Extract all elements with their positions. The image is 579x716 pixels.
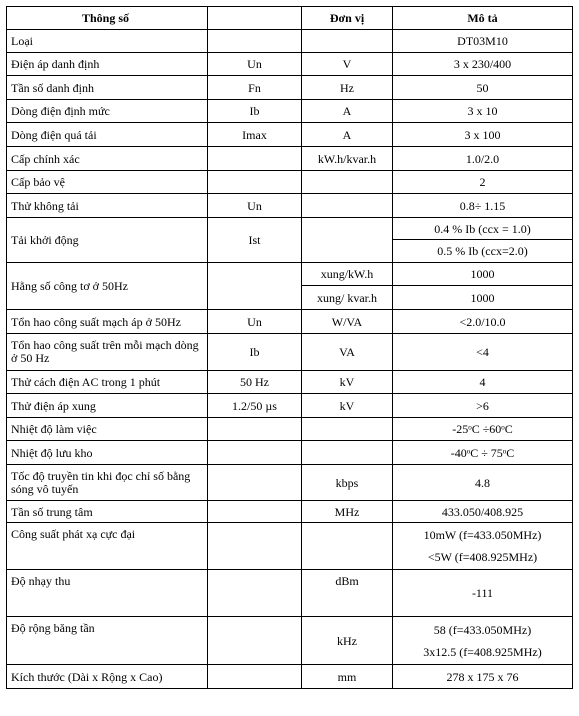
- desc-cell: <2.0/10.0: [393, 310, 573, 334]
- table-row: [7, 123, 573, 147]
- table-row: [7, 617, 573, 665]
- table-row: [7, 394, 573, 418]
- param-cell: Cấp chính xác: [7, 147, 208, 171]
- symbol-cell: [208, 263, 302, 310]
- table-row: [7, 570, 573, 617]
- desc-line: 58 (f=433.050MHz): [433, 622, 532, 637]
- symbol-cell: [208, 171, 302, 194]
- symbol-cell: [208, 465, 302, 501]
- desc-cell: 1000: [393, 263, 573, 286]
- table-row: [7, 523, 573, 570]
- unit-cell: kHz: [302, 617, 393, 665]
- unit-cell: [302, 523, 393, 570]
- desc-cell: 2: [393, 171, 573, 194]
- desc-cell: 3 x 230/400: [393, 53, 573, 76]
- unit-cell: [302, 418, 393, 441]
- desc-cell: -111: [393, 570, 573, 617]
- desc-cell: 0.4 % Ib (ccx = 1.0): [393, 218, 573, 240]
- desc-cell: 1000: [393, 286, 573, 310]
- desc-cell: [393, 523, 573, 570]
- table-row: [7, 53, 573, 76]
- table-row: [7, 465, 573, 501]
- symbol-cell: [208, 147, 302, 171]
- table-row: [7, 218, 573, 240]
- unit-cell: kV: [302, 371, 393, 394]
- symbol-cell: Un: [208, 53, 302, 76]
- table-row: [7, 76, 573, 100]
- param-cell: Tải khởi động: [7, 218, 208, 263]
- desc-cell: 278 x 175 x 76: [393, 665, 573, 689]
- desc-cell: 0.8÷ 1.15: [393, 194, 573, 218]
- symbol-cell: Ib: [208, 100, 302, 123]
- table-row: [7, 501, 573, 523]
- param-cell: Độ rộng băng tần: [7, 617, 208, 665]
- desc-cell: 1.0/2.0: [393, 147, 573, 171]
- param-cell: Nhiệt độ lưu kho: [7, 441, 208, 465]
- desc-cell: 50: [393, 76, 573, 100]
- param-cell: Nhiệt độ làm việc: [7, 418, 208, 441]
- table-row: [7, 147, 573, 171]
- desc-cell: 433.050/408.925: [393, 501, 573, 523]
- desc-cell: >6: [393, 394, 573, 418]
- unit-cell: xung/kW.h: [302, 263, 393, 286]
- table-row: [7, 310, 573, 334]
- header-desc: Mô tả: [393, 7, 573, 30]
- table-row: [7, 30, 573, 53]
- param-cell: Thử cách điện AC trong 1 phút: [7, 371, 208, 394]
- table-row: [7, 334, 573, 371]
- param-cell: Tốc độ truyền tin khi đọc chỉ số bằng sóng vô tuyến: [7, 465, 208, 501]
- param-cell: Tổn hao công suất trên mỗi mạch dòng ở 50 Hz: [7, 334, 208, 371]
- symbol-cell: Un: [208, 194, 302, 218]
- param-cell: Thử không tải: [7, 194, 208, 218]
- unit-cell: kW.h/kvar.h: [302, 147, 393, 171]
- symbol-cell: 50 Hz: [208, 371, 302, 394]
- unit-cell: A: [302, 123, 393, 147]
- symbol-cell: 1.2/50 µs: [208, 394, 302, 418]
- header-row: [7, 7, 573, 30]
- param-cell: Độ nhạy thu: [7, 570, 208, 617]
- unit-cell: VA: [302, 334, 393, 371]
- table-row: [7, 171, 573, 194]
- param-cell: Thử điện áp xung: [7, 394, 208, 418]
- unit-cell: [302, 171, 393, 194]
- table-row: [7, 441, 573, 465]
- desc-cell: 0.5 % Ib (ccx=2.0): [393, 240, 573, 263]
- unit-cell: MHz: [302, 501, 393, 523]
- desc-line: 10mW (f=433.050MHz): [423, 528, 542, 542]
- table-row: [7, 371, 573, 394]
- desc-cell: 3 x 10: [393, 100, 573, 123]
- param-cell: Tần số danh định: [7, 76, 208, 100]
- table-row: [7, 263, 573, 286]
- desc-cell: [393, 617, 573, 665]
- unit-cell: kV: [302, 394, 393, 418]
- unit-cell: [302, 218, 393, 263]
- desc-cell: 4: [393, 371, 573, 394]
- unit-cell: V: [302, 53, 393, 76]
- desc-cell: -25ᵒC ÷60ᵒC: [393, 418, 573, 441]
- unit-cell: [302, 194, 393, 218]
- symbol-cell: Ib: [208, 334, 302, 371]
- symbol-cell: Un: [208, 310, 302, 334]
- param-cell: Cấp bảo vệ: [7, 171, 208, 194]
- param-cell: Tổn hao công suất mạch áp ở 50Hz: [7, 310, 208, 334]
- table-row: [7, 665, 573, 689]
- symbol-cell: Imax: [208, 123, 302, 147]
- header-unit: Đơn vị: [302, 7, 393, 30]
- unit-cell: [302, 441, 393, 465]
- desc-cell: DT03M10: [393, 30, 573, 53]
- desc-cell: -40ᵒC ÷ 75ᵒC: [393, 441, 573, 465]
- symbol-cell: [208, 418, 302, 441]
- param-cell: Kích thước (Dài x Rộng x Cao): [7, 665, 208, 689]
- desc-cell: <4: [393, 334, 573, 371]
- symbol-cell: Fn: [208, 76, 302, 100]
- desc-line: 3x12.5 (f=408.925MHz): [423, 644, 542, 659]
- symbol-cell: [208, 441, 302, 465]
- symbol-cell: Ist: [208, 218, 302, 263]
- param-cell: Loại: [7, 30, 208, 53]
- symbol-cell: [208, 617, 302, 665]
- unit-cell: xung/ kvar.h: [302, 286, 393, 310]
- unit-cell: mm: [302, 665, 393, 689]
- param-cell: Điện áp danh định: [7, 53, 208, 76]
- symbol-cell: [208, 570, 302, 617]
- table-row: [7, 100, 573, 123]
- header-param: Thông số: [7, 7, 208, 30]
- unit-cell: W/VA: [302, 310, 393, 334]
- symbol-cell: [208, 665, 302, 689]
- symbol-cell: [208, 523, 302, 570]
- unit-cell: [302, 30, 393, 53]
- desc-cell: 4.8: [393, 465, 573, 501]
- table-row: [7, 194, 573, 218]
- unit-cell: A: [302, 100, 393, 123]
- table-row: [7, 418, 573, 441]
- param-cell: Dòng điện định mức: [7, 100, 208, 123]
- symbol-cell: [208, 30, 302, 53]
- param-cell: Công suất phát xạ cực đại: [7, 523, 208, 570]
- unit-cell: dBm: [302, 570, 393, 617]
- unit-cell: kbps: [302, 465, 393, 501]
- desc-line: <5W (f=408.925MHz): [427, 550, 538, 564]
- spec-table: [6, 6, 573, 689]
- symbol-cell: [208, 501, 302, 523]
- unit-cell: Hz: [302, 76, 393, 100]
- param-cell: Dòng điện quá tải: [7, 123, 208, 147]
- param-cell: Hằng số công tơ ở 50Hz: [7, 263, 208, 310]
- param-cell: Tần số trung tâm: [7, 501, 208, 523]
- header-symbol: [208, 7, 302, 30]
- desc-cell: 3 x 100: [393, 123, 573, 147]
